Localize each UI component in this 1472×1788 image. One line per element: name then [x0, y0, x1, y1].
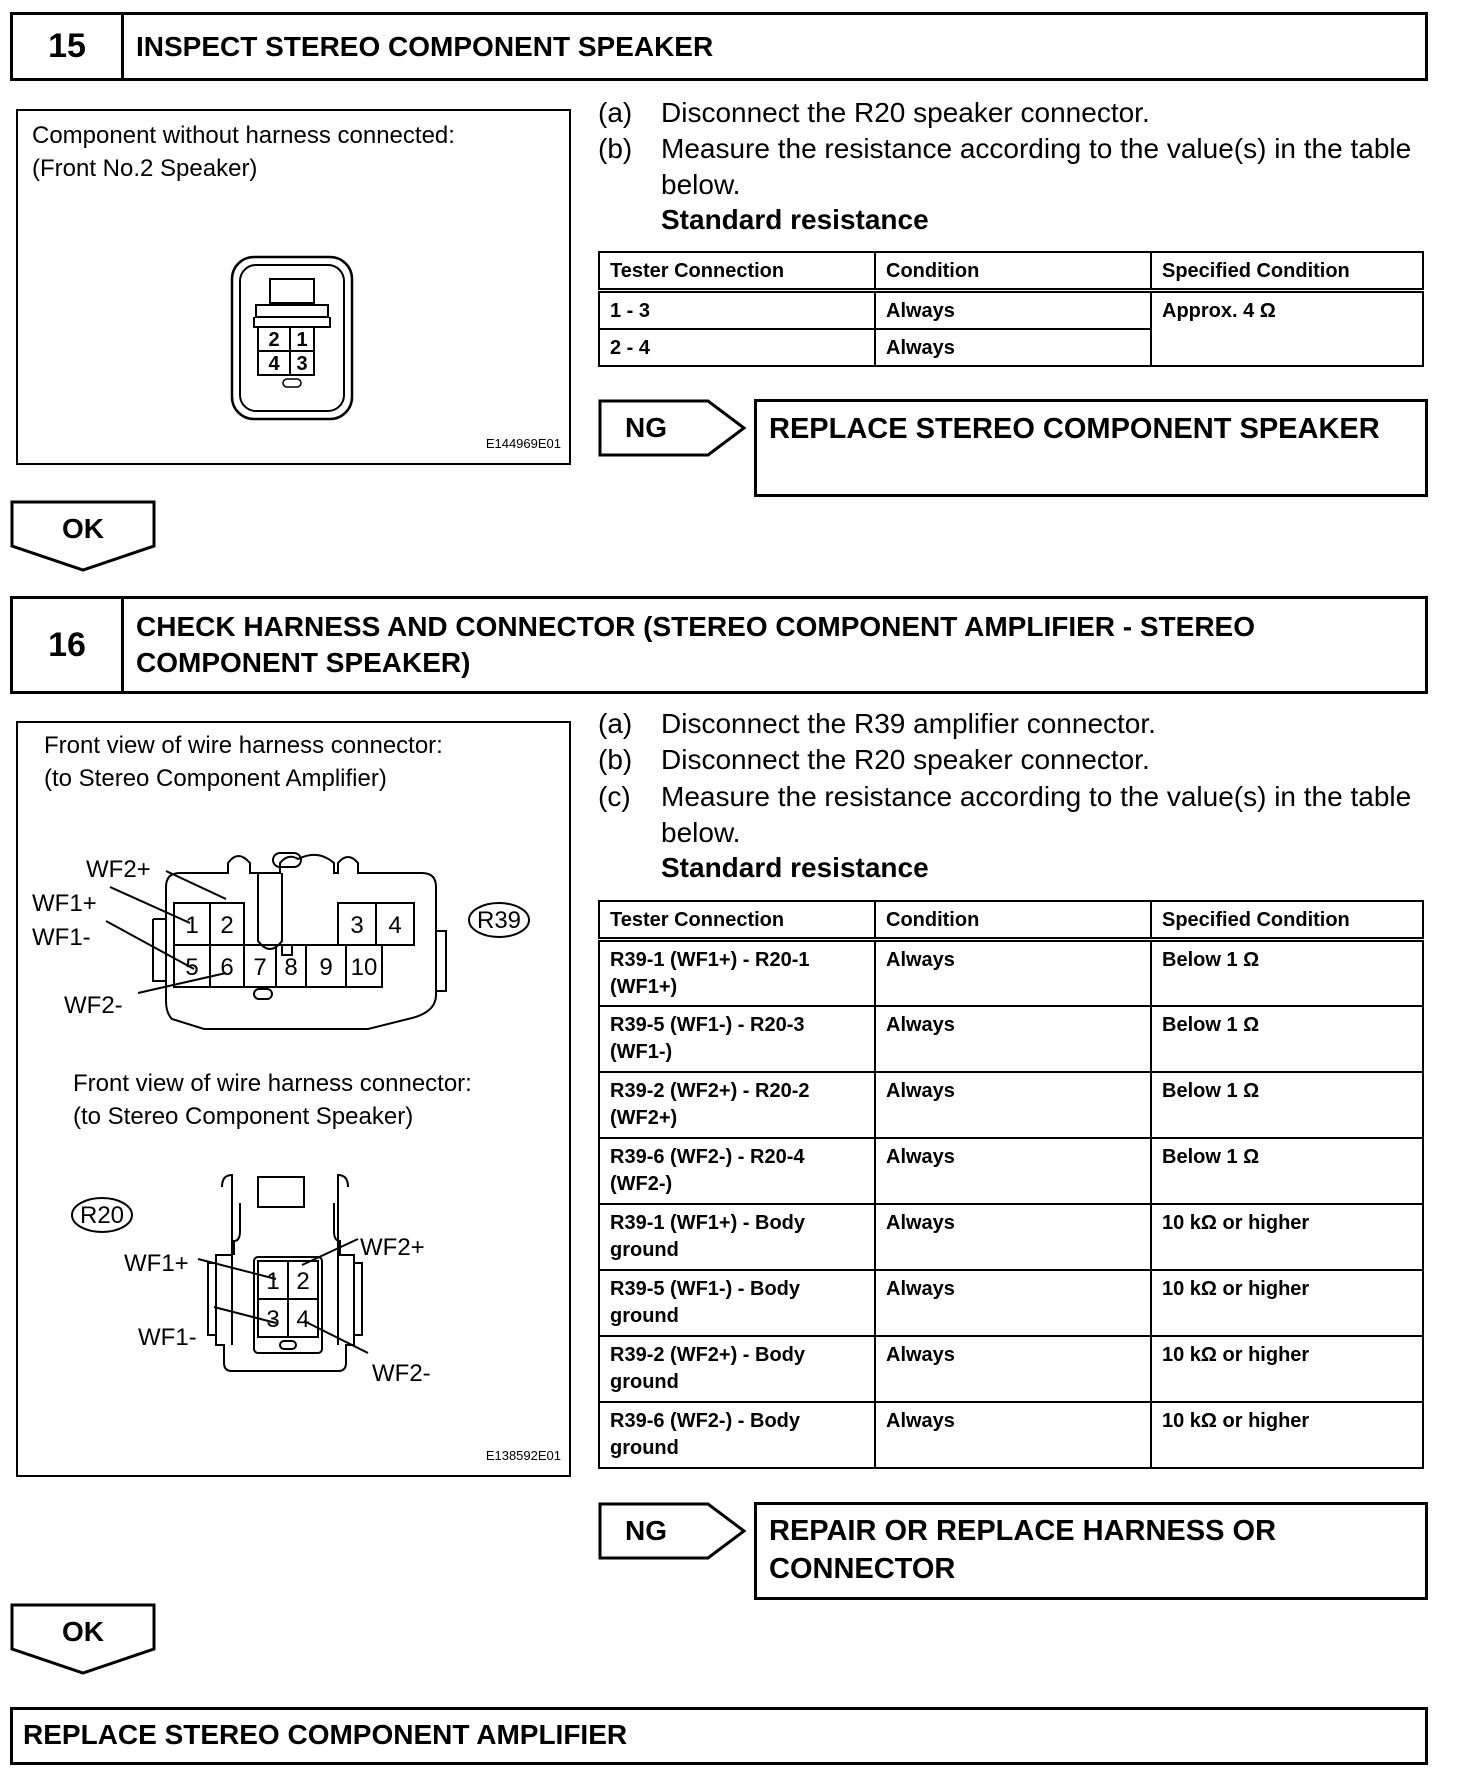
- ng-label: NG: [625, 1515, 667, 1546]
- table-row: R39-6 (WF2-) - Body ground Always 10 kΩ or higher: [599, 1402, 1423, 1468]
- figure-caption: (to Stereo Component Speaker): [73, 1103, 414, 1130]
- pin-label: 3: [296, 353, 308, 375]
- table-header: Specified Condition: [1151, 252, 1423, 291]
- pin-label: 3: [350, 912, 364, 939]
- resistance-table: [598, 900, 1424, 1469]
- ok-arrow: [10, 1603, 158, 1677]
- connector-label: R39: [476, 907, 522, 934]
- pin-label: 4: [268, 353, 280, 375]
- ng-result: REPLACE STEREO COMPONENT SPEAKER: [754, 399, 1428, 497]
- table-row: R39-5 (WF1-) - R20-3 (WF1-) Always Below 1 Ω: [599, 1006, 1423, 1072]
- table-row: R39-6 (WF2-) - R20-4 (WF2-) Always Below 1 Ω: [599, 1138, 1423, 1204]
- figure-caption: Front view of wire harness connector:: [73, 1070, 472, 1097]
- table-row: R39-1 (WF1+) - Body ground Always 10 kΩ or higher: [599, 1204, 1423, 1270]
- connector-label: R20: [79, 1202, 125, 1229]
- wire-label: WF2+: [360, 1234, 425, 1261]
- table-row: R39-2 (WF2+) - R20-2 (WF2+) Always Below 1 Ω: [599, 1072, 1423, 1138]
- table-title: Standard resistance: [661, 852, 929, 883]
- table-row: R39-2 (WF2+) - Body ground Always 10 kΩ or higher: [599, 1336, 1423, 1402]
- pin-label: 7: [253, 954, 267, 981]
- harness-connector-diagram: [18, 723, 569, 1475]
- table-header: Tester Connection: [599, 252, 875, 291]
- figure-caption: Front view of wire harness connector:: [44, 732, 443, 759]
- ng-arrow: [598, 1502, 748, 1560]
- wire-label: WF2-: [372, 1360, 431, 1387]
- pin-label: 1: [296, 329, 308, 351]
- figure-caption: (Front No.2 Speaker): [32, 155, 258, 182]
- figure-caption: (to Stereo Component Amplifier): [44, 765, 387, 792]
- pin-label: 3: [266, 1306, 280, 1333]
- pin-label: 2: [268, 329, 280, 351]
- instruction-item: (c) Measure the resistance according to the value(s) in the table below.: [598, 781, 1412, 848]
- ok-label: OK: [62, 513, 104, 544]
- table-row: 1 - 3 Always Approx. 4 Ω: [599, 291, 1423, 330]
- figure-code: E138592E01: [485, 1448, 561, 1463]
- table-row: 2 - 4 Always: [599, 329, 1423, 366]
- wire-label: WF2+: [86, 856, 151, 883]
- pin-label: 8: [284, 954, 298, 981]
- table-header: Tester Connection: [599, 901, 875, 940]
- figure-code: E144969E01: [485, 436, 561, 451]
- final-action: REPLACE STEREO COMPONENT AMPLIFIER: [10, 1707, 1428, 1765]
- wire-label: WF1-: [138, 1324, 197, 1351]
- step-title: CHECK HARNESS AND CONNECTOR (STEREO COMPONENT AMPLIFIER - STEREO COMPONENT SPEAKER): [136, 611, 1256, 678]
- instruction-item: (a) Disconnect the R20 speaker connector.: [598, 97, 1150, 128]
- pin-label: 2: [296, 1268, 310, 1295]
- step-15-header: [10, 12, 1428, 81]
- table-header: Specified Condition: [1151, 901, 1423, 940]
- pin-label: 10: [350, 954, 378, 981]
- step-title: INSPECT STEREO COMPONENT SPEAKER: [136, 31, 714, 62]
- resistance-table: [598, 251, 1424, 367]
- ng-result: REPAIR OR REPLACE HARNESS OR CONNECTOR: [754, 1502, 1428, 1600]
- pin-label: 4: [296, 1306, 310, 1333]
- harness-figure: [16, 721, 571, 1477]
- step-number: 15: [13, 15, 124, 78]
- table-header: Condition: [875, 252, 1151, 291]
- wire-label: WF1+: [124, 1250, 189, 1277]
- speaker-figure: [16, 109, 571, 465]
- pin-label: 5: [185, 954, 199, 981]
- instruction-item: (a) Disconnect the R39 amplifier connector.: [598, 708, 1156, 739]
- pin-label: 2: [220, 912, 234, 939]
- pin-label: 1: [185, 912, 199, 939]
- pin-label: 1: [266, 1268, 280, 1295]
- table-row: R39-5 (WF1-) - Body ground Always 10 kΩ or higher: [599, 1270, 1423, 1336]
- figure-caption: Component without harness connected:: [32, 122, 455, 149]
- step-number: 16: [13, 599, 124, 691]
- table-row: R39-1 (WF1+) - R20-1 (WF1+) Always Below 1 Ω: [599, 940, 1423, 1006]
- pin-label: 6: [220, 954, 234, 981]
- wire-label: WF2-: [64, 992, 123, 1019]
- pin-label: 9: [319, 954, 333, 981]
- wire-label: WF1-: [32, 924, 91, 951]
- instruction-item: (b) Disconnect the R20 speaker connector.: [598, 744, 1150, 775]
- ok-label: OK: [62, 1616, 104, 1647]
- ng-arrow: [598, 399, 748, 457]
- table-title: Standard resistance: [661, 204, 929, 235]
- ng-label: NG: [625, 412, 667, 443]
- ok-arrow: [10, 500, 158, 574]
- speaker-connector-diagram: [18, 111, 569, 463]
- instruction-item: (b) Measure the resistance according to the value(s) in the table below.: [598, 133, 1412, 200]
- wire-label: WF1+: [32, 890, 97, 917]
- pin-label: 4: [388, 912, 402, 939]
- table-header: Condition: [875, 901, 1151, 940]
- step-16-header: [10, 596, 1428, 694]
